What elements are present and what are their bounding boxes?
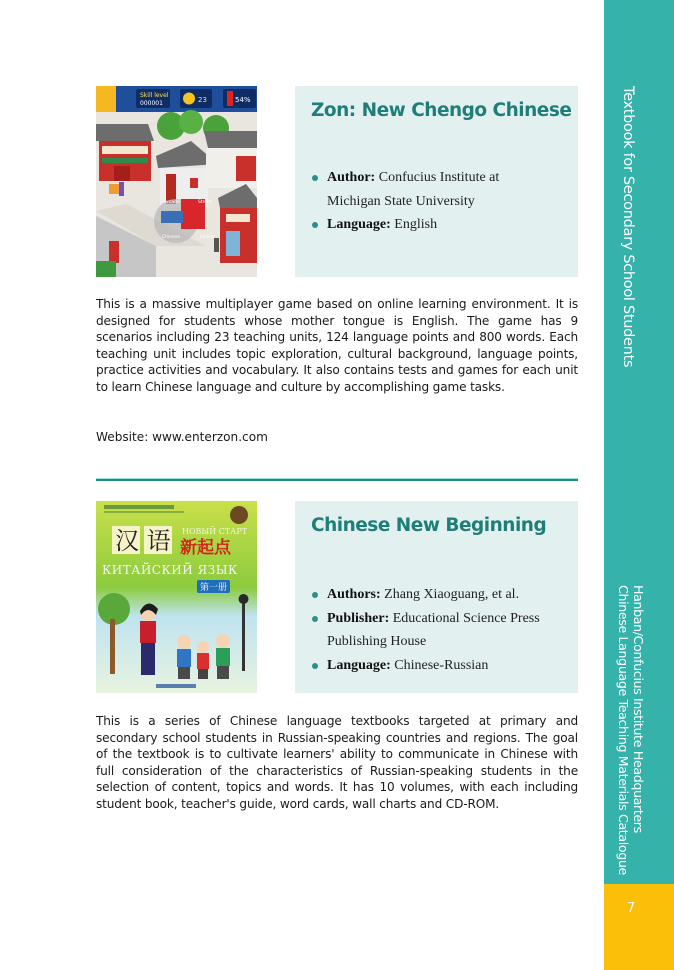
catalogue-title [616, 585, 646, 875]
meta-language [311, 654, 540, 678]
cover-volume: 第一册 [200, 583, 228, 593]
meta-value: Educational Science Press [392, 610, 540, 626]
meta-language [311, 213, 499, 237]
progress-icon [227, 91, 233, 106]
catalogue-line-2: Chinese Language Teaching Materials Catalogue [616, 585, 631, 875]
bullet-icon [312, 592, 318, 598]
meta-label: Author: [327, 170, 376, 185]
bullet-icon [312, 616, 318, 622]
sign-chinese: Chinese [162, 235, 180, 240]
meta-label: Authors: [327, 587, 381, 602]
section-title: Textbook for Secondary School Students [620, 86, 636, 368]
entry-title: Chinese New Beginning [311, 515, 547, 536]
meta-value: Zhang Xiaoguang, et al. [384, 587, 520, 602]
meta-value: English [394, 217, 438, 232]
sign-arcade: Arcade [164, 200, 180, 205]
hud-skill-value: 000001 [140, 100, 163, 107]
entry-description: This is a series of Chinese language textbooks targeted at primary and secondary school students in Russian-speaking countries and regions. The goal of the textbook is to cultivate learners' ability to communicate in Chinese with full consideration of the characteristics of Russian-speaking students in the selection of content, topics and words. It has 10 volumes, with each including student book, teacher's guide, word cards, wall charts and CD-ROM. [96, 714, 578, 811]
meta-value: Confucius Institute at [378, 170, 500, 185]
meta-label: Publisher: [327, 610, 390, 626]
cover-cn-subtitle: 新起点 [180, 538, 231, 558]
bullet-icon [312, 222, 318, 228]
sign-leave: Leave [200, 235, 214, 240]
sign-street: Street [198, 200, 212, 205]
zon-info-box [295, 86, 578, 277]
badge-icon [230, 506, 248, 524]
meta-authors [311, 583, 540, 607]
chinese-new-beginning-cover-image [96, 501, 257, 693]
coin-icon [183, 93, 195, 105]
hud-progress: 54% [235, 96, 251, 104]
sidebar-band [604, 0, 674, 884]
website-link[interactable]: Website: www.enterzon.com [96, 430, 268, 444]
chinese-new-beginning-info-box [295, 501, 578, 693]
meta-value: Chinese-Russian [394, 657, 489, 673]
entry-title: Zon: New Chengo Chinese [311, 100, 572, 121]
meta-value-cont: Michigan State University [327, 193, 475, 209]
meta-author [311, 166, 499, 213]
hud-coins: 23 [198, 96, 207, 104]
hud-skill-label: Skill level [140, 92, 169, 99]
page-number: 7 [626, 901, 636, 916]
section-divider [96, 478, 578, 481]
zon-game-cover-image [96, 86, 257, 277]
cover-cn-title: 汉 语 [115, 527, 171, 555]
cover-ru-subtitle: НОВЫЙ СТАРТ [182, 527, 248, 536]
catalogue-line-1: Hanban/Confucius Institute Headquarters [631, 585, 646, 833]
entry-meta-list [311, 166, 499, 237]
meta-value-cont: Publishing House [327, 634, 427, 649]
entry-description: This is a massive multiplayer game based on online learning environment. It is designed for students whose mother tongue is English. The game has 9 scenarios including 23 teaching units, 124 language points and 800 words. Each teaching unit includes topic exploration, cultural background, language points, practice activities and vocabulary. It also contains tests and games for each unit to learn Chinese language and culture by accomplishing game tasks. [96, 297, 578, 394]
entry-meta-list [311, 583, 540, 677]
meta-label: Language: [327, 217, 391, 232]
bullet-icon [312, 175, 318, 181]
page-number-block [604, 884, 674, 970]
cover-ru-title: КИТАЙСКИЙ ЯЗЫК [102, 563, 238, 577]
meta-publisher [311, 607, 540, 654]
bullet-icon [312, 663, 318, 669]
meta-label: Language: [327, 657, 391, 673]
